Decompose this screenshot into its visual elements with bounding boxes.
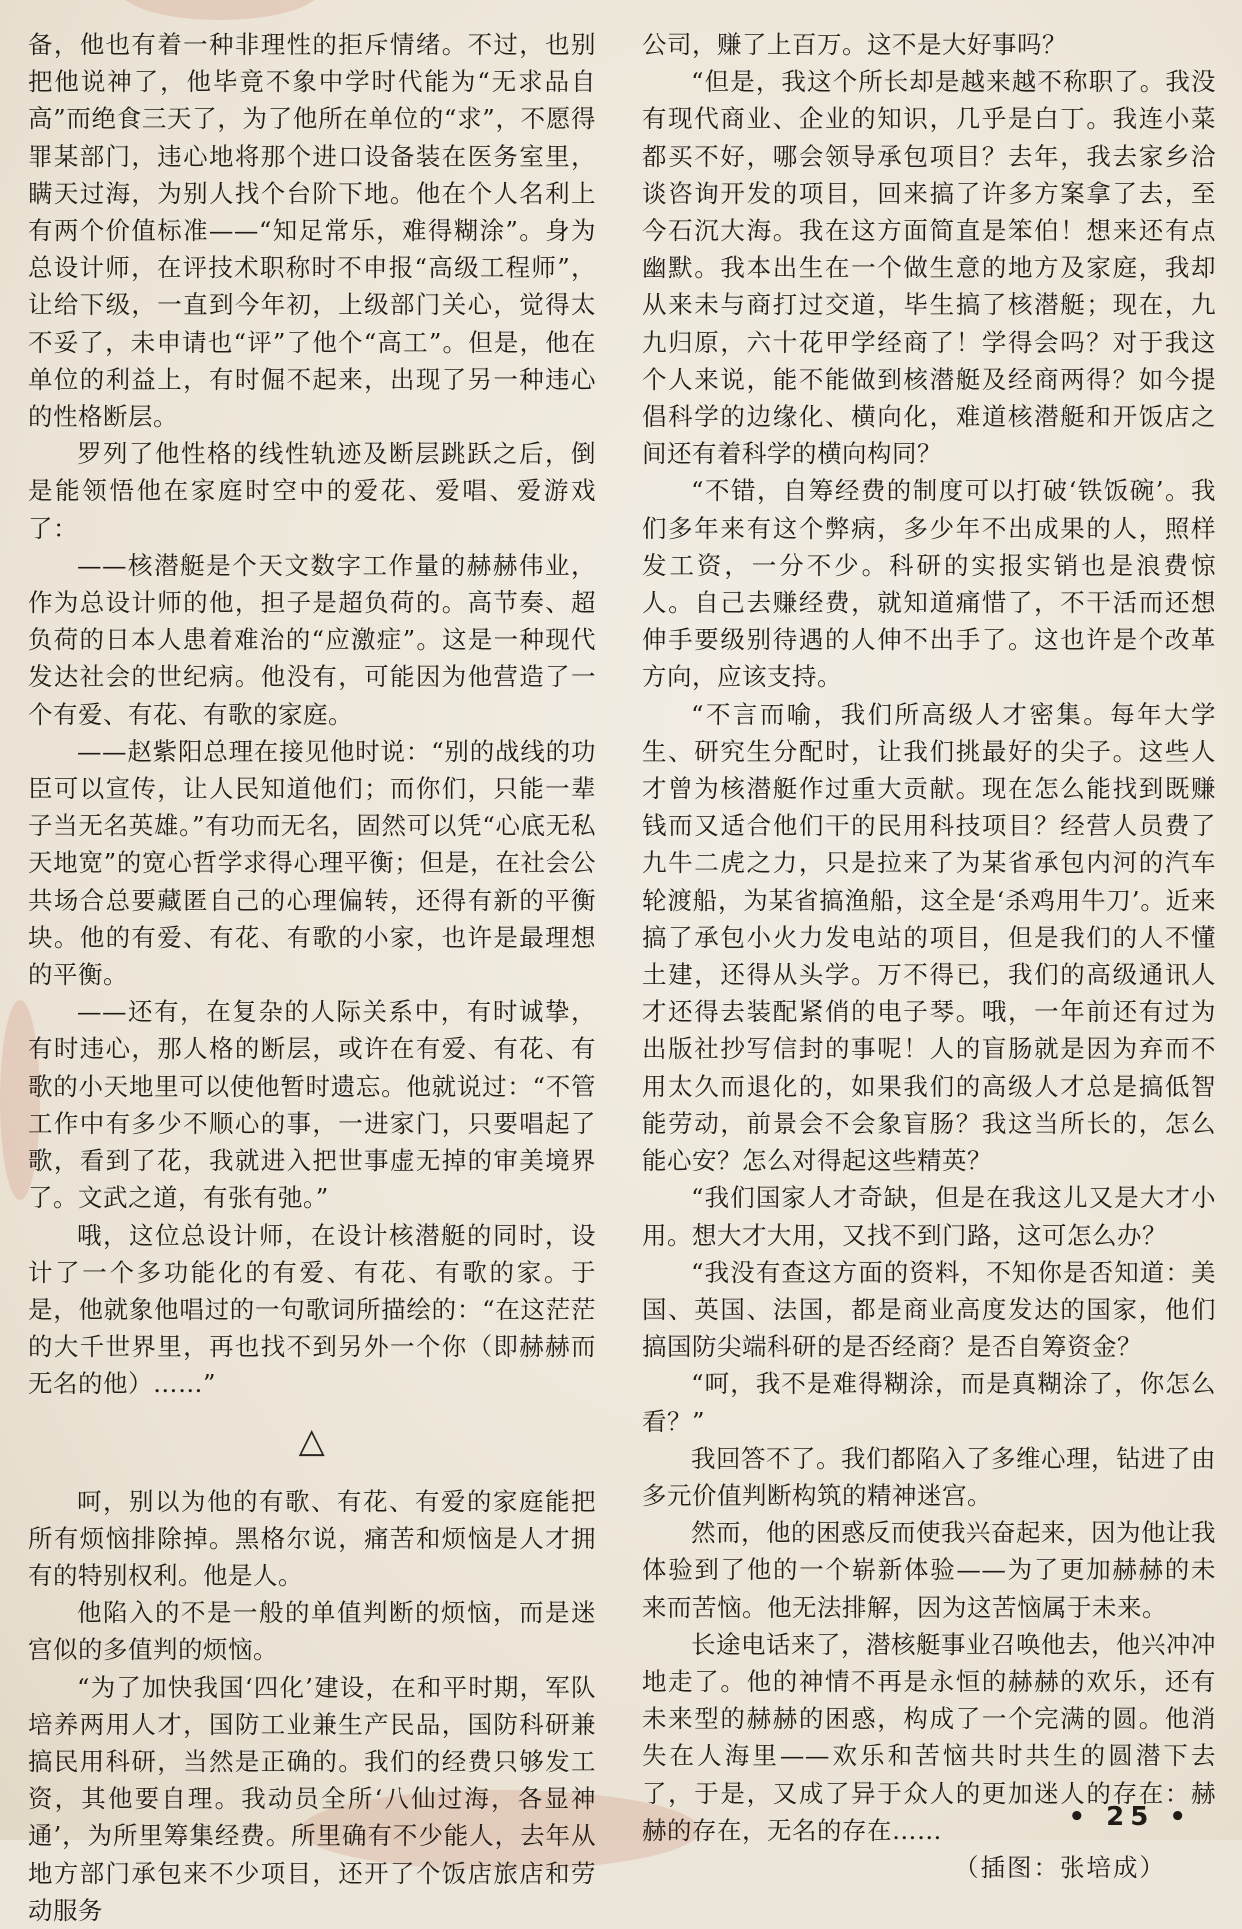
- paragraph: 然而，他的困惑反而使我兴奋起来，因为他让我体验到了他的一个崭新体验——为了更加赫赫的未来而苦恼。他无法排解，因为这苦恼属于未来。: [642, 1518, 1216, 1622]
- paragraph: “呵，我不是难得糊涂，而是真糊涂了，你怎么看？”: [642, 1369, 1216, 1436]
- paragraph: “不错，自筹经费的制度可以打破‘铁饭碗’。我们多年来有这个弊病，多少年不出成果的人，照样发工资，一分不少。科研的实报实销也是浪费惊人。自己去赚经费，就知道痛惜了，不干活而还想伸手要级别待遇的人伸不出手了。这也许是个改革方向，应该支持。: [642, 476, 1216, 692]
- paragraph: ——赵紫阳总理在接见他时说：“别的战线的功臣可以宣传，让人民知道他们；而你们，只能一辈子当无名英雄。”有功而无名，固然可以凭“心底无私天地宽”的宽心哲学求得心理平衡；但是，在社会公共场合总要藏匿自己的心理偏转，还得有新的平衡块。他的有爱、有花、有歌的小家，也许是最理想的平衡。: [28, 736, 596, 990]
- paragraph: 备，他也有着一种非理性的拒斥情绪。不过，也别把他说神了，他毕竟不象中学时代能为“无求品自高”而绝食三天了，为了他所在单位的“求”，不愿得罪某部门，违心地将那个进口设备装在医务室里，瞒天过海，为别人找个台阶下地。他在个人名利上有两个价值标准——“知足常乐，难得糊涂”。身为总设计师，在评技术职称时不申报“高级工程师”，让给下级，一直到今年初，上级部门关心，觉得太不妥了，未申请也“评”了他个“高工”。但是，他在单位的利益上，有时倔不起来，出现了另一种违心的性格断层。: [28, 30, 596, 432]
- paragraph: 他陷入的不是一般的单值判断的烦恼，而是迷宫似的多值判的烦恼。: [28, 1598, 596, 1665]
- paragraph: 罗列了他性格的线性轨迹及断层跳跃之后，倒是能领悟他在家庭时空中的爱花、爱唱、爱游戏了：: [28, 439, 596, 543]
- paragraph: 呵，别以为他的有歌、有花、有爱的家庭能把所有烦恼排除掉。黑格尔说，痛苦和烦恼是人才拥有的特别权利。他是人。: [28, 1486, 596, 1590]
- illustration-credit: （插图：张培成）: [954, 1852, 1166, 1882]
- paragraph: “但是，我这个所长却是越来越不称职了。我没有现代商业、企业的知识，几乎是白丁。我连小菜都买不好，哪会领导承包项目？去年，我去家乡洽谈咨询开发的项目，回来搞了许多方案拿了去，至今石沉大海。我在这方面简直是笨伯！想来还有点幽默。我本出生在一个做生意的地方及家庭，我却从来未与商打过交道，毕生搞了核潜艇；现在，九九归原，六十花甲学经商了！学得会吗？对于我这个人来说，能不能做到核潜艇及经商两得？如今提倡科学的边缘化、横向化，难道核潜艇和开饭店之间还有着科学的横向构同？: [642, 67, 1216, 469]
- left-column: [28, 26, 596, 1929]
- paragraph: “我们国家人才奇缺，但是在我这儿又是大才小用。想大才大用，又找不到门路，这可怎么办？: [642, 1183, 1216, 1250]
- right-column: [642, 26, 1216, 1886]
- paragraph-text: 长途电话来了，潜核艇事业召唤他去，他兴冲冲地走了。他的神情不再是永恒的赫赫的欢乐，还有未来型的赫赫的困惑，构成了一个完满的圆。他消失在人海里——欢乐和苦恼共时共生的圆潜下去了，于是，又成了异于众人的更加迷人的存在：赫赫的存在，无名的存在……: [642, 1629, 1216, 1845]
- paragraph: 我回答不了。我们都陷入了多维心理，钻进了由多元价值判断构筑的精神迷宫。: [642, 1443, 1216, 1510]
- paragraph: 公司，赚了上百万。这不是大好事吗？: [642, 30, 1067, 59]
- paragraph: ——还有，在复杂的人际关系中，有时诚挚，有时违心，那人格的断层，或许在有爱、有花、有歌的小天地里可以使他暂时遗忘。他就说过：“不管工作中有多少不顺心的事，一进家门，只要唱起了歌，看到了花，我就进入把世事虚无掉的审美境界了。文武之道，有张有弛。”: [28, 997, 596, 1213]
- paragraph: ——核潜艇是个天文数字工作量的赫赫伟业，作为总设计师的他，担子是超负荷的。高节奏、超负荷的日本人患着难治的“应激症”。这是一种现代发达社会的世纪病。他没有，可能因为他营造了一个有爱、有花、有歌的家庭。: [28, 550, 596, 729]
- paragraph: “为了加快我国‘四化’建设，在和平时期，军队培养两用人才，国防工业兼生产民品，国防科研兼搞民用科研，当然是正确的。我们的经费只够发工资，其他要自理。我动员全所‘八仙过海，各显神通’，为所里筹集经费。所里确有不少能人，去年从地方部门承包来不少项目，还开了个饭店旅店和劳动服务: [28, 1672, 596, 1925]
- paragraph: “不言而喻，我们所高级人才密集。每年大学生、研究生分配时，让我们挑最好的尖子。这些人才曾为核潜艇作过重大贡献。现在怎么能找到既赚钱而又适合他们干的民用科技项目？经营人员费了九牛二虎之力，只是拉来了为某省承包内河的汽车轮渡船，为某省搞渔船，这全是‘杀鸡用牛刀’。近来搞了承包小火力发电站的项目，但是我们的人不懂土建，还得从头学。万不得已，我们的高级通讯人才还得去装配紧俏的电子琴。哦，一年前还有过为出版社抄写信封的事呢！人的盲肠就是因为弃而不用太久而退化的，如果我们的高级人才总是搞低智能劳动，前景会不会象盲肠？我这当所长的，怎么能心安？怎么对得起这些精英？: [642, 699, 1216, 1176]
- section-divider-triangle: △: [298, 1420, 326, 1461]
- page-number: • 25 •: [1068, 1802, 1192, 1832]
- paper-stain: [120, 0, 320, 20]
- paragraph: 哦，这位总设计师，在设计核潜艇的同时，设计了一个多功能化的有爱、有花、有歌的家。于是，他就象他唱过的一句歌词所描绘的：“在这茫茫的大千世界里，再也找不到另外一个你（即赫赫而无名的他）……”: [28, 1220, 596, 1399]
- paragraph: “我没有查这方面的资料，不知你是否知道：美国、英国、法国，都是商业高度发达的国家，他们搞国防尖端科研的是否经商？是否自筹资金？: [642, 1257, 1216, 1362]
